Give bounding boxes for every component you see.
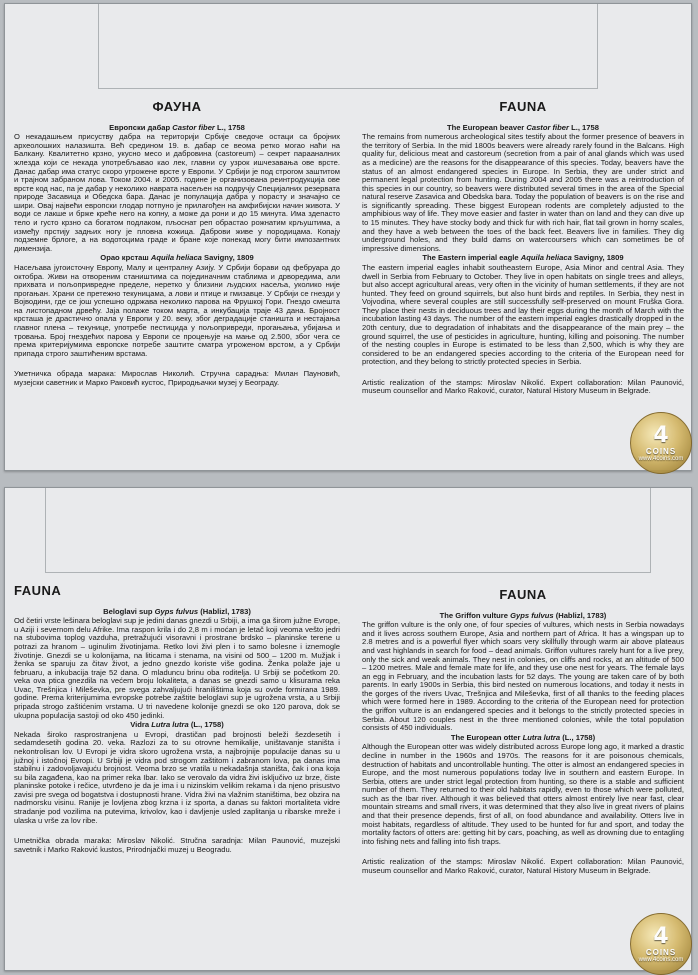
- envelope-flap: [5, 488, 691, 572]
- watermark-site: www.4coins.com: [638, 956, 684, 963]
- watermark-word: COINS: [645, 947, 677, 957]
- otter-title: Vidra Lutra lutra (L., 1758): [130, 720, 224, 730]
- credits: Artistic realization of the stamps: Miroslav Nikolić. Expert collaboration: Milan Paunović, museum counsellor and Marko Raković, curator, Natural History Museum in Belgrade.: [362, 377, 684, 396]
- vulture-description: Od četiri vrste lešinara beloglavi sup je jedini danas gnezdi u Srbiji, a ima ga širom južne Evrope, u Aziji i severnom delu Afrike. Ima raspon krila i do 2,8 m i moćan je letač koji veoma vešto jedri na stubovima toplog vazduha, pretražujući visoravni i prostrane brdsko – planinske terene u potrazi za hranom – uginulim životinjama. Retko lovi živi plen i to samo bolesne i iznemogle životinje. Gnezdi se u kolonijama, na liticama i stenama, na visini od 500 – 1200 m. Mužjak i ženka se sparuju za čitav život, a jedno gnezdo koriste više godina. Ženka polaže jaje u februaru, a inkubacija traje 52 dana. O mladuncu brinu oba roditelja. U Srbiji se početkom 20. veka ova ptica gnezdila na većem broju lokaliteta, a danas se gnezdi samo u klisurama reka Uvac, Trešnjica i Mileševka, pre svega zahvaljujući hranilištima koja su ovde formirana 1989. godine. Prema kriterijumima evropske potrebe zaštite beloglavi sup je ugrožena vrsta, a u Srbiji pripada strogo zaštićenim vrstama. U tri navedene kolonije gnezdi se oko 120 parova, dok se ukupna populacija sastoji od oko 450 jedinki.: [14, 616, 340, 720]
- eagle-title: The Eastern imperial eagle Aquila heliaca Savigny, 1809: [422, 253, 624, 263]
- credits: Umetnička obrada maraka: Miroslav Nikolić. Stručna saradnja: Milan Paunović, muzejski savetnik i Marko Raković kustos, Prirodnjački muzej u Beogradu.: [14, 836, 340, 854]
- section-heading: FAUNA: [14, 583, 62, 598]
- eagle-description: Насељава југоисточну Европу, Малу и централну Азију. У Србији борави од фебруара до октобра. Живи на отвореним стаништима са појединачним стаблима и дрворедима, али прихвата и пољопривредне пределе, неретко у близини људских насеља, уколико није прогањан. Храни се претежно текуницама, а лови и птице и гмизавце. У Србији се гнезди у Војводини, где се још успешно одржава неколико парова на Фрушкој Гори. Гнездо смешта на листопадном дрвећу. Јаја полаже током марта, а инкубација траје 43 дана. Бројност крсташа је драстично опала у Европи у 20. веку, због деградације станишта и нестајања главног плена – текунице, употребе пестицида у пољопривреди, прогањања, убијања и тровања. Број гнездећих парова у Европи се процењује на мање од 2.500, због чега се према критеријумима европске потребе заштите сматра угроженом врстом, а у Србији припада строго заштићеним врстама.: [14, 262, 340, 358]
- right-text-column: [362, 100, 684, 396]
- coin-watermark-icon: [630, 913, 692, 975]
- vulture-description: The griffon vulture is the only one, of four species of vultures, which nests in Serbia nowadays and it lives across southern Europe, Asia and northern part of Africa. It has a wingspan up to 2.8 metres and is a powerful flyer which soars very skillfully through warm air above plateaus and vast highlands in search for food – dead animals. Griffon vultures rarely hunt for a live prey, only the sick and weak animals. They nest in colonies, on cliffs and rocks, at an altitude of 500 – 1200 metres. Male and female mate for life, and they use one nest for years. The female lays an egg in February, and the incubation lasts for 52 days. The young are taken care of by both parents. In early 1900s in Serbia, this bird nested on numerous locations, and today it nests in the gorges of the rivers Uvac, Trešnjica and Mileševka, first of all thanks to the feeding places which were formed here in 1989. According to the criteria of the European need for protection the griffon vulture is an endangered species and it belongs to the strictly protected species in Serbia. About 120 couples nest in the three mentioned colonies, while the total population consists of 450 individuals.: [362, 620, 684, 733]
- credits: Artistic realization of the stamps: Miroslav Nikolić. Expert collaboration: Milan Paunović, museum counsellor and Marko Raković, curator, Natural History Museum in Belgrade.: [362, 857, 684, 875]
- envelope-back-latin-english: [4, 487, 692, 971]
- watermark-site: www.4coins.com: [638, 455, 684, 462]
- beaver-title: Европски дабар Castor fiber L., 1758: [109, 122, 245, 132]
- section-heading: ФАУНА: [152, 99, 202, 114]
- section-heading: FAUNA: [499, 587, 547, 602]
- coin-watermark-icon: [630, 412, 692, 474]
- beaver-description: О некадашњем присуству дабра на територији Србије сведоче остаци са бројних археолошких налазишта. Већ средином 19. в. дабар се веома ретко могао наћи на Балкану. Квалитетно крзно, укусно месо и дабровина (castoreum) – секрет парааналних жлезда који се некада употребљавао као лек, главни су узрок ишчезавања ове врсте. Данас дабар има статус скоро угрожене врсте у Европи. У Србији је под строгом заштитом и трајном забраном лова. Током 2004. и 2005. године је организована реинтродукција ове врсте код нас, па је дабар у неколико наврата насељен на подручју Специјалних резервата природе Засавица и Обедска бара. Данас је популација дабра у порасту и значајно се шири. Овај највећи европски глодар потпуно је прилагођен на амфибијски начин живота. У води се лакше и брже креће него на копну, а може да рони и до 15 минута. Има здепасто тело и густо крзно са богатом подлаком, пљоснат реп обрастао рожнатим крљуштима, а између прстију задњих ногу је пловна кожица. Даброви живе у породицама. Копају подземне брлоге, а на водотоцима граде и бране које понекад могу бити импозантних димензија.: [14, 132, 340, 253]
- vulture-title: Beloglavi sup Gyps fulvus (Hablizl, 1783): [103, 606, 251, 616]
- credits: Уметничка обрада марака: Мирослав Николић. Стручна сарадња: Милан Пауновић, музејски саветник и Марко Раковић кустос, Природњачки музеј у Београду.: [14, 369, 340, 387]
- otter-title: The European otter Lutra lutra (L., 1758): [450, 732, 596, 742]
- otter-description: Although the European otter was widely distributed across Europe long ago, it marked a drastic decline in number in the 1960s and 1970s. The reasons for it are poisonous chemicals, destruction of habitats and uncontrollable hunting. The otter is almost an endangered species in Europe, and the most numerous populations today live in southern and eastern Europe. In Serbia, otters are under strict legal protection from hunting, so there is a stable and sufficient number of them. They returned to their old habitats rapidly, even to those which were polluted, such as the Ibar river. Although it was believed that otters almost entirely live near fast, clear mountain streams and small rivers, it was determined that they also live in great rivers of plains and that their presence depends, first of all, on food abundance and availability. Otters live in moist habitats, regardless of altitude. They used to be hunted for fur and sport, and today the mortality factors of otters are: getting hit by cars, poaching, as well as drowning due to entagling into fishing nets and falling into fish traps.: [362, 742, 684, 846]
- eagle-description: The eastern imperial eagles inhabit southeastern Europe, Asia Minor and central Asia. They dwell in Serbia from February to October. They live in open habitats on single trees and alleys, but also accept agricultural areas, very often in the vicinity of human settlements, if they are not hunted. They feed on ground squirrels, but also hunt birds and reptiles. In Serbia, they nest in Vojvodina, where several couples are still successfully self-preserved on mount Fruška Gora. They place their nests in deciduous trees and lay their eggs during the month of March with the incubation lasting 43 days. The number of the eastern imperial eagles drastically dropped in the 20th century, due to degradation of inhabitats and the disappearance of the main prey – the ground squirrel, the use of pesticides in agriculture, hunting, killing and poisoning. The number of the nesting couples in Europe is estimated to be less than 2,500, which is why they are considered to be an endangered species according to the criteria of the European need for protection, and they belong to strictly protected species in Serbia.: [362, 262, 684, 367]
- left-text-column: [14, 100, 340, 387]
- eagle-title: Орао крсташ Aquila heliaca Savigny, 1809: [100, 253, 254, 263]
- beaver-description: The remains from numerous archeological sites testify about the former presence of beavers in the territory of Serbia. In the mid 1800s beavers were already rarely found in the Balcans. High quality fur, delicious meat and castoreum (secretion from a pair of anal glands which was used as a medicine) are the reasons for the disappearance of this species. Today, beavers have the status of an almost endangered species in Europe. In Serbia, they are under strict and permanent legal protection from hunting. During 2004 and 2005 there was a reintroduction of this species in our country, so beavers were distributed several times in the area of the Special natural reserve Zasavica and Obedska bara. Today the population of beavers is on the rise and is significantly spreading. These biggest European rodents are completely adjusted to the amphibious way of life. They move easier and faster in water than on land and they can dive up to 15 minutes. They have stocky body and thick fur with rich hair, flat tail grown in horny scales, and they have a web between the toes of the back feet. Beavers live in families. They dig underground holes, and they build dams on watercoursers which can sometimes be of impressive dimensions.: [362, 132, 684, 253]
- watermark-number: 4: [653, 422, 669, 448]
- section-heading: FAUNA: [499, 99, 547, 114]
- otter-description: Nekada široko rasprostranjena u Evropi, drastičan pad brojnosti beleži šezdesetih i sedamdesetih godina 20. veka. Razlozi za to su otrovne hemikalije, uništavanje staništa i nekontrolisan lov. U Evropi je vidra skoro ugrožena vrsta, a najbrojnije populacije danas su u južnoj i istočnoj Evropi. U Srbiji je vidra pod strogom zaštitom i zabranom lova, pa danas ima stabilnu i zadovoljavajuću brojnost. Veoma brzo se vratila u nekadašnja staništa, čak i ona koja su bila zagađena, kao na primer reka Ibar. Iako se verovalo da vidra živi isključivo uz brze, čiste planinske potoke i rečice, utvrđeno je da je ima i u nizinskim velikim rekama i da njeno prisustvo zavisi pre svega od bogatstva i dostupnosti hrane. Vidra živi na vlažnim staništima, bez obzira na nadmorsku visinu. Ranije je lovljena zbog krzna i iz sporta, a danas su faktori mortaliteta vidre stradanje pod vozilima na putevima, krivolov, kao i davljenje usled zaplitanja u ribarske mreže i ulaska u vrše za lov ribe.: [14, 729, 340, 825]
- left-text-column: [14, 584, 340, 854]
- envelope-flap: [5, 4, 691, 88]
- watermark-number: 4: [653, 923, 669, 949]
- watermark-word: COINS: [645, 446, 677, 456]
- vulture-title: The Griffon vulture Gyps fulvus (Hablizl, 1783): [439, 610, 607, 620]
- beaver-title: The European beaver Castor fiber L., 1758: [447, 122, 599, 132]
- envelope-back-cyrillic-english: [4, 3, 692, 471]
- right-text-column: [362, 588, 684, 875]
